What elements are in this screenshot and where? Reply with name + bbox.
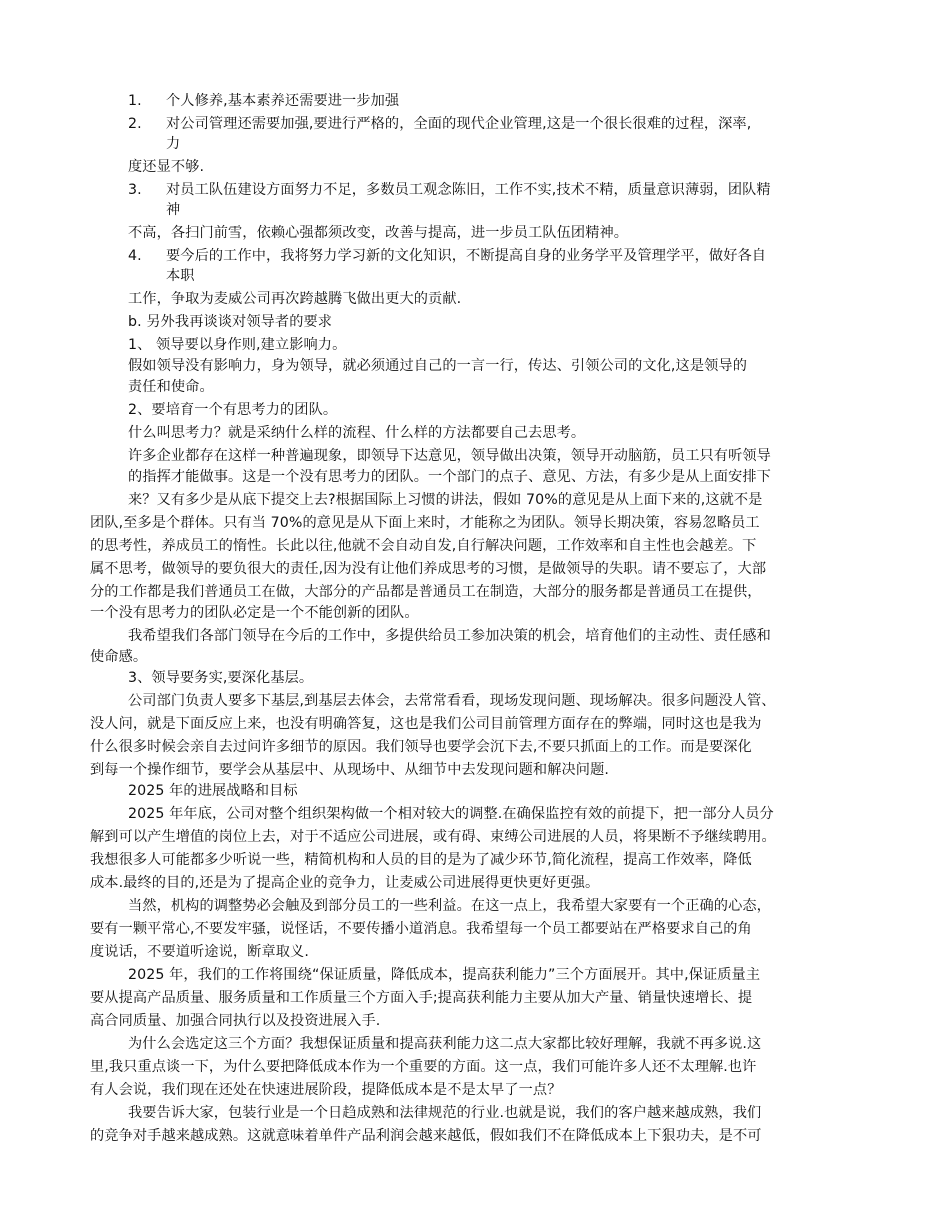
text-line: 解到可以产生增值的岗位上去，对于不适应公司进展，或有碍、束缚公司进展的人员，将果断不予继续聘用。 — [90, 829, 776, 845]
text-line: 要从提高产品质量、服务质量和工作质量三个方面入手;提高获利能力主要从加大产量、销量快速增长、提 — [90, 990, 753, 1006]
text-line: 2025 年年底，公司对整个组织架构做一个相对较大的调整.在确保监控有效的前提下，把一部分人员分 — [128, 806, 774, 822]
text-line: 责任和使命。 — [128, 379, 214, 395]
list-item-2-wrap: 力 — [166, 136, 181, 152]
text-line: 高合同质量、加强合同执行以及投资进展入手. — [90, 1013, 381, 1029]
list-item-1: 1. 个人修养,基本素养还需要进一步加强 — [128, 93, 400, 109]
text-line: 假如领导没有影响力，身为领导，就必须通过自己的一言一行，传达、引领公司的文化,这是领导的 — [128, 358, 747, 374]
text-line: 的竞争对手越来越成熟。这就意味着单件产品利润会越来越低，假如我们不在降低成本上下狠功夫，是不可 — [90, 1128, 762, 1144]
text-line: 到每一个操作细节，要学会从基层中、从现场中、从细节中去发现问题和解决问题. — [90, 762, 609, 778]
subheading-1: 1、 领导要以身作则,建立影响力。 — [128, 337, 347, 353]
list-item-2-cont: 度还显不够. — [128, 159, 205, 175]
text-line: 许多企业都存在这样一种普遍现象，即领导下达意见，领导做出决策，领导开动脑筋，员工只有听领导 — [128, 448, 771, 464]
subheading-2: 2、要培育一个有思考力的团队。 — [128, 402, 338, 418]
text-line: 团队,至多是个群体。只有当 70%的意见是从下面上来时，才能称之为团队。领导长期决策，容易忽略员工 — [90, 515, 760, 531]
text-line: 分的工作都是我们普通员工在做，大部分的产品都是普通员工在制造，大部分的服务都是普通员工在提供， — [90, 584, 762, 600]
subheading-3: 3、领导要务实,要深化基层。 — [128, 670, 314, 686]
text-line: 有人会说，我们现在还处在快速进展阶段，提降低成本是不是太早了一点？ — [90, 1082, 562, 1098]
text-line: 成本.最终的目的,还是为了提高企业的竞争力，让麦威公司进展得更快更好更强。 — [90, 875, 600, 891]
list-item-2: 2. 对公司管理还需要加强,要进行严格的，全面的现代企业管理,这是一个很长很难的过程，深率, — [128, 116, 752, 132]
text-line: 我希望我们各部门领导在今后的工作中，多提供给员工参加决策的机会，培育他们的主动性、责任感和 — [128, 628, 771, 644]
list-item-4-wrap: 本职 — [166, 268, 195, 284]
text-line: 当然，机构的调整势必会触及到部分员工的一些利益。在这一点上，我希望大家要有一个正确的心态， — [128, 898, 771, 914]
text-line: 的思考性，养成员工的惰性。长此以往,他就不会自动自发,自行解决问题，工作效率和自主性也会越差。下 — [90, 538, 757, 554]
list-item-3: 3. 对员工队伍建设方面努力不足，多数员工观念陈旧，工作不实,技术不精，质量意识薄弱，团队精 — [128, 182, 771, 198]
text-line: 公司部门负责人要多下基层,到基层去体会，去常常看看，现场发现问题、现场解决。很多问题没人管、 — [128, 693, 776, 709]
list-item-3-wrap: 神 — [166, 202, 181, 218]
text-line: 使命感。 — [90, 649, 148, 665]
text-line: 度说话，不要道听途说，断章取义. — [90, 944, 309, 960]
list-item-3-cont: 不高，各扫门前雪，依赖心强都须改变，改善与提高，进一步员工队伍团精神。 — [128, 225, 629, 241]
text-line: 属不思考，做领导的要负很大的责任,因为没有让他们养成思考的习惯，是做领导的失职。请不要忘了，大部 — [90, 561, 767, 577]
text-line: 要有一颗平常心,不要发牢骚，说怪话，不要传播小道消息。我希望每一个员工都要站在严格要求自己的角 — [90, 921, 752, 937]
text-line: 来？又有多少是从底下提交上去?根据国际上习惯的讲法，假如 70%的意见是从上面下来的,这就不是 — [128, 492, 763, 508]
text-line: 什么叫思考力？就是采纳什么样的流程、什么样的方法都要自己去思考。 — [128, 425, 586, 441]
section-heading-b: b. 另外我再谈谈对领导者的要求 — [128, 314, 333, 330]
text-line: 2025 年，我们的工作将围绕“保证质量，降低成本，提高获利能力”三个方面展开。其中,保证质量主 — [128, 967, 761, 983]
list-item-4: 4. 要今后的工作中，我将努力学习新的文化知识，不断提高自身的业务学平及管理学平，做好各自 — [128, 248, 767, 264]
text-line: 什么很多时候会亲自去过问许多细节的原因。我们领导也要学会沉下去,不要只抓面上的工作。而是要深化 — [90, 739, 752, 755]
text-line: 我要告诉大家，包装行业是一个日趋成熟和法律规范的行业.也就是说，我们的客户越来越成熟，我们 — [128, 1105, 762, 1121]
list-item-4-cont: 工作，争取为麦威公司再次跨越腾飞做出更大的贡献. — [128, 291, 462, 307]
text-line: 没人问，就是下面反应上来，也没有明确答复，这也是我们公司目前管理方面存在的弊端，同时这也是我为 — [90, 716, 762, 732]
text-line: 我想很多人可能都多少听说一些，精简机构和人员的目的是为了减少环节,简化流程，提高工作效率，降低 — [90, 852, 752, 868]
text-line: 的指挥才能做事。这是一个没有思考力的团队。一个部门的点子、意见、方法，有多少是从上面安排下 — [128, 469, 771, 485]
text-line: 里,我只重点谈一下，为什么要把降低成本作为一个重要的方面。这一点，我们可能许多人还不太理解.也许 — [90, 1059, 757, 1075]
text-line: 为什么会选定这三个方面？我想保证质量和提高获利能力这二点大家都比较好理解，我就不再多说.这 — [128, 1036, 762, 1052]
text-line: 一个没有思考力的团队必定是一个不能创新的团队。 — [90, 605, 419, 621]
section-heading-2025: 2025 年的进展战略和目标 — [128, 783, 298, 799]
